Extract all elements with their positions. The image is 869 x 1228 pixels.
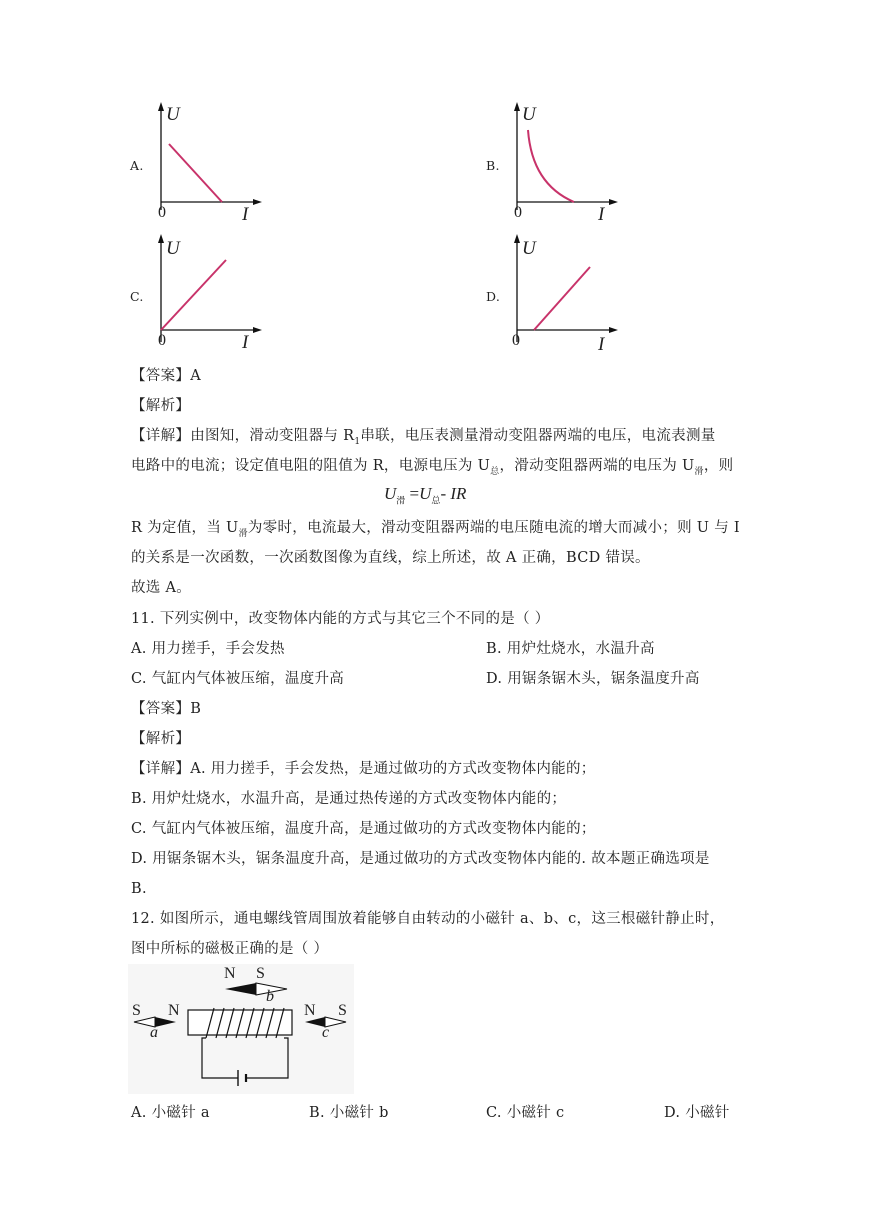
y-axis-arrow xyxy=(158,234,164,243)
q12-option-d: D. 小磁针 xyxy=(664,1105,730,1121)
y-axis-arrow xyxy=(514,102,520,111)
x-axis-arrow xyxy=(253,199,262,205)
q11-detail-end: B. xyxy=(131,881,147,897)
graph-c-y-label: U xyxy=(166,238,180,259)
circuit-wire-right xyxy=(246,1038,288,1078)
x-axis-arrow xyxy=(609,327,618,333)
formula-lhs: U xyxy=(384,484,397,503)
formula-tail: - IR xyxy=(440,484,467,503)
x-axis-arrow xyxy=(253,327,262,333)
q10-detail-line2c: ，则 xyxy=(703,458,734,474)
q10-detail-line2a: 电路中的电流；设定值电阻的阻值为 R，电源电压为 U xyxy=(131,458,491,474)
q12-option-c: C. 小磁针 c xyxy=(486,1105,565,1121)
formula-lhs-sub: 滑 xyxy=(396,495,406,506)
graph-c xyxy=(150,232,270,362)
q10-line5: 故选 A。 xyxy=(131,580,192,596)
q10-line3b: 为零时，电流最大，滑动变阻器两端的电压随电流的增大而减小；则 U 与 I xyxy=(247,520,740,536)
y-axis-arrow xyxy=(514,234,520,243)
q11-detail-b: B. 用炉灶烧水，水温升高，是通过热传递的方式改变物体内能的； xyxy=(131,791,567,807)
graph-d xyxy=(506,232,626,362)
formula-rhs-sub: 总 xyxy=(431,495,441,506)
q11-detail-a: 【详解】A. 用力搓手，手会发热，是通过做功的方式改变物体内能的； xyxy=(131,761,596,777)
q11-option-a: A. 用力搓手，手会发热 xyxy=(131,641,285,657)
q10-detail-line2-sub2: 滑 xyxy=(694,466,704,477)
q11-analysis-title: 【解析】 xyxy=(131,731,191,747)
q11-option-b: B. 用炉灶烧水，水温升高 xyxy=(486,641,655,657)
graph-b-origin: 0 xyxy=(514,204,522,221)
graph-option-a-label: A. xyxy=(130,158,144,173)
q10-detail-line1b: 串联，电压表测量滑动变阻器两端的电压，电流表测量 xyxy=(360,428,716,444)
q10-line3a: R 为定值，当 U xyxy=(131,520,239,536)
needle-b-n-label: N xyxy=(224,965,236,982)
q10-detail-line2b: ，滑动变阻器两端的电压为 U xyxy=(499,458,695,474)
needle-b-north xyxy=(225,983,256,995)
q10-detail-line1a: 【详解】由图知，滑动变阻器与 R xyxy=(131,428,355,444)
graph-d-origin: 0 xyxy=(512,332,520,349)
graph-c-x-label: I xyxy=(242,332,249,353)
q12-option-b: B. 小磁针 b xyxy=(309,1105,389,1121)
q11-detail-c: C. 气缸内气体被压缩，温度升高，是通过做功的方式改变物体内能的； xyxy=(131,821,596,837)
q10-detail-line1-sub: 1 xyxy=(354,436,361,447)
formula-eq: = xyxy=(409,484,420,503)
graph-option-c-label: C. xyxy=(130,289,144,304)
x-axis-arrow xyxy=(609,199,618,205)
q10-line3 xyxy=(131,518,740,544)
formula-rhs: U xyxy=(419,484,432,503)
graph-d-y-label: U xyxy=(522,238,536,259)
q11-detail-d: D. 用锯条锯木头，锯条温度升高，是通过做功的方式改变物体内能的. 故本题正确选项是 xyxy=(131,851,710,867)
q11-answer: 【答案】B xyxy=(131,701,202,717)
q10-detail-line1 xyxy=(131,426,716,452)
needle-b-letter: b xyxy=(266,988,274,1005)
needle-c-letter: c xyxy=(322,1024,330,1041)
q10-analysis-title: 【解析】 xyxy=(131,398,191,414)
graph-b-x-label: I xyxy=(598,204,605,225)
graph-a xyxy=(150,100,270,230)
graph-b-y-label: U xyxy=(522,104,536,125)
q10-detail-line2 xyxy=(131,456,733,482)
needle-a-n-label: N xyxy=(168,1002,180,1019)
graph-a-y-label: U xyxy=(166,104,180,125)
q11-option-c: C. 气缸内气体被压缩，温度升高 xyxy=(131,671,345,687)
q12-question-line2: 图中所标的磁极正确的是（ ） xyxy=(131,941,329,957)
needle-a-s-label: S xyxy=(132,1002,141,1019)
graph-b-curve xyxy=(528,130,574,202)
q10-line3-sub: 滑 xyxy=(238,528,248,539)
graph-a-origin: 0 xyxy=(158,204,166,221)
graph-c-line xyxy=(161,260,226,330)
graph-option-d-label: D. xyxy=(486,289,501,304)
graph-a-x-label: I xyxy=(242,204,249,225)
solenoid-diagram xyxy=(128,964,354,1094)
q11-question: 11. 下列实例中，改变物体内能的方式与其它三个不同的是（ ） xyxy=(131,611,550,627)
needle-a-letter: a xyxy=(150,1024,158,1041)
graph-a-line xyxy=(169,144,222,202)
q11-option-d: D. 用锯条锯木头，锯条温度升高 xyxy=(486,671,700,687)
q10-answer: 【答案】A xyxy=(131,368,201,384)
circuit-wire-left xyxy=(202,1038,238,1078)
q12-option-a: A. 小磁针 a xyxy=(131,1105,210,1121)
needle-c-s-label: S xyxy=(338,1002,347,1019)
q12-question-line1: 12. 如图所示，通电螺线管周围放着能够自由转动的小磁针 a、b、c，这三根磁针静止时， xyxy=(131,911,725,927)
graph-option-b-label: B. xyxy=(486,158,500,173)
q10-detail-line2-sub1: 总 xyxy=(490,466,500,477)
graph-b xyxy=(506,100,626,230)
q10-line4: 的关系是一次函数，一次函数图像为直线，综上所述，故 A 正确，BCD 错误。 xyxy=(131,550,650,566)
needle-b-s-label: S xyxy=(256,965,265,982)
graph-c-origin: 0 xyxy=(158,332,166,349)
graph-d-x-label: I xyxy=(598,334,605,355)
solenoid-svg xyxy=(128,964,354,1094)
needle-c-n-label: N xyxy=(304,1002,316,1019)
q10-formula xyxy=(384,484,466,506)
y-axis-arrow xyxy=(158,102,164,111)
graph-d-line xyxy=(534,267,590,330)
